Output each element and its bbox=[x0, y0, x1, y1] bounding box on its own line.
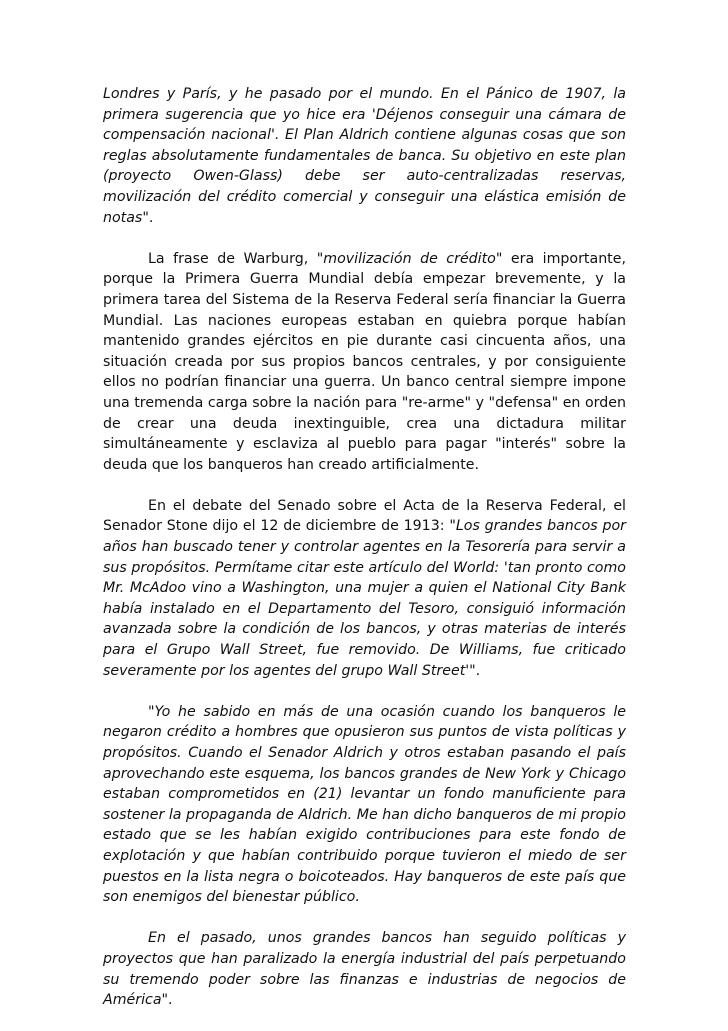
document-page bbox=[103, 84, 626, 1011]
paragraph-3 bbox=[103, 496, 626, 681]
paragraph-4 bbox=[103, 702, 626, 908]
text-segment: Los grandes bancos por años han buscado tener y controlar agentes en la Tesorería para servir a sus propósitos. Permítame citar este artículo del World: 'tan pronto como Mr. McAdoo vino a Washington, una mujer a quien el National City Bank había instalado en el Departamento del Tesoro, consiguió información avanzada sobre la condición de los bancos, y otras materias de interés para el Grupo Wall Street, fue removido. De Williams, fue criticado severamente por los agentes del grupo Wall Street' bbox=[103, 518, 626, 679]
text-segment: La frase de Warburg, " bbox=[148, 250, 324, 267]
paragraph-2 bbox=[103, 249, 626, 476]
text-segment: Londres y París, y he pasado por el mundo. En el Pánico de 1907, la primera sugerencia que yo hice era 'Déjenos conseguir una cámara de compensación nacional'. El Plan Aldrich contiene algunas cosas que son reglas absolutamente fundamentales de banca. Su objetivo en este plan (proyecto Owen-Glass) debe ser auto-centralizadas reservas, movilización del crédito comercial y conseguir una elástica emisión de notas bbox=[103, 86, 626, 226]
text-segment: En el pasado, unos grandes bancos han seguido políticas y proyectos que han paralizado la energía industrial del país perpetuando su tremendo poder sobre las finanzas e industrias de negocios de América bbox=[103, 930, 626, 1009]
paragraph-5 bbox=[103, 928, 626, 1010]
text-segment: " era importante, porque la Primera Guerra Mundial debía empezar brevemente, y la primera tarea del Sistema de la Reserva Federal sería financiar la Guerra Mundial. Las naciones europeas estaban en quiebra porque habían mantenido grandes ejércitos en pie durante casi cincuenta años, una situación creada por sus propios bancos centrales, y por consiguiente ellos no podrían financiar una guerra. Un banco central siempre impone una tremenda carga sobre la nación para "re-arme" y "defensa" en orden de crear una deuda inextinguible, crea una dictadura militar simultáneamente y esclaviza al pueblo para pagar "interés" sobre la deuda que los banqueros han creado artificialmente. bbox=[103, 250, 626, 473]
text-segment: ". bbox=[469, 662, 481, 679]
text-segment: movilización de crédito bbox=[323, 250, 496, 267]
text-segment: Yo he sabido en más de una ocasión cuando los banqueros le negaron crédito a hombres que opusieron sus puntos de vista políticas y propósitos. Cuando el Senador Aldrich y otros estaban pasando el país aprovechando este esquema, los bancos grandes de New York y Chicago estaban comprometidos en (21) levantar un fondo manuficiente para sostener la propaganda de Aldrich. Me han dicho banqueros de mi propio estado que se les habían exigido contribuciones para este fondo de explotación y que habían contribuido porque tuvieron el miedo de ser puestos en la lista negra o boicoteados. Hay banqueros de este país que son enemigos del bienestar público. bbox=[103, 703, 626, 906]
text-segment: ". bbox=[161, 992, 173, 1009]
text-segment: En el debate del Senado sobre el Acta de la Reserva Federal, el Senador Stone dijo el 12 de diciembre de 1913: " bbox=[103, 497, 626, 535]
paragraph-1 bbox=[103, 84, 626, 228]
text-segment: " bbox=[148, 703, 155, 720]
text-segment: ". bbox=[142, 209, 154, 226]
